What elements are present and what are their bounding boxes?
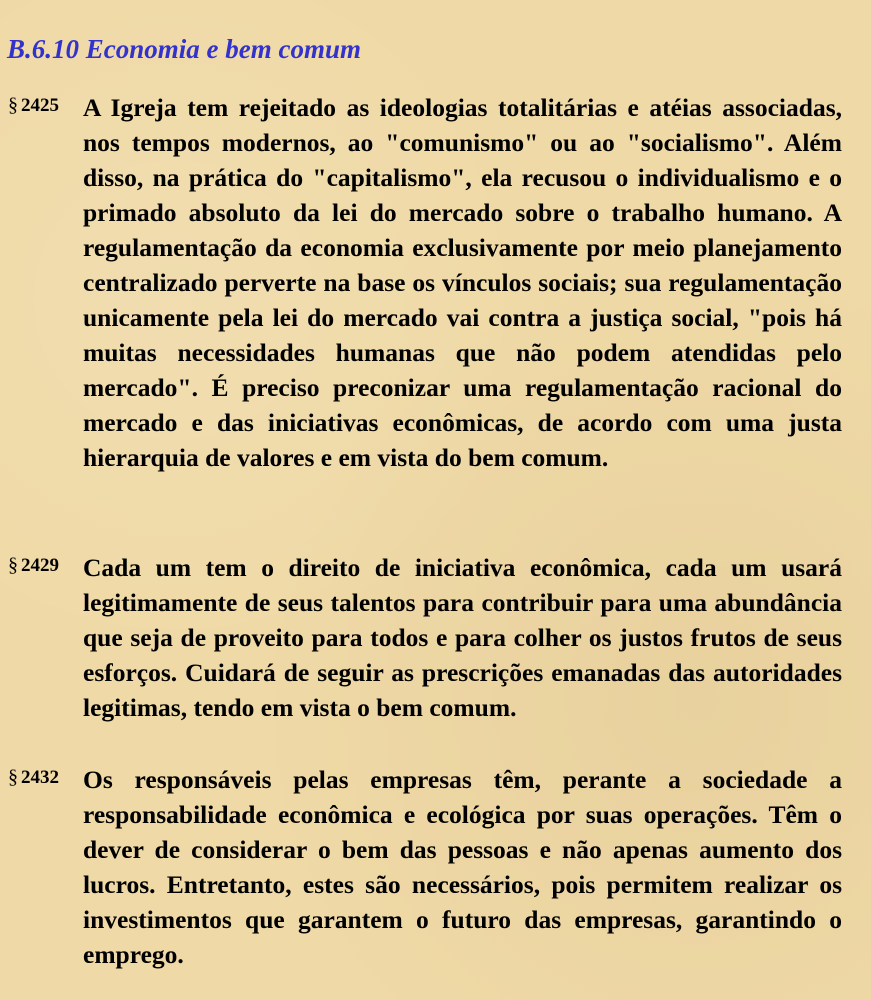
section-title: B.6.10 Economia e bem comum (7, 34, 361, 64)
paragraph-number (8, 93, 59, 118)
section-sign: § (8, 554, 18, 576)
paragraph-text: Os responsáveis pelas empresas têm, perante a sociedade a responsabilidade econômica e ecológica por suas operações. Têm o dever de considerar o bem das pessoas e não apenas aumento dos lucros. Entretanto, estes são necessários, pois permitem realizar os investimentos que garantem o futuro das empresas, garantindo o emprego. (83, 765, 842, 969)
paragraph-number (8, 765, 59, 790)
paragraph-number (8, 553, 59, 578)
paragraph-text: Cada um tem o direito de iniciativa econômica, cada um usará legitimamente de seus talentos para contribuir para uma abundância que seja de proveito para todos e para colher os justos frutos de seus esforços. Cuidará de seguir as prescrições emanadas das autoridades legitimas, tendo em vista o bem comum. (83, 553, 842, 722)
paragraph-number-value: 2425 (21, 95, 59, 116)
section-sign: § (8, 94, 18, 116)
paragraph-text: A Igreja tem rejeitado as ideologias totalitárias e atéias associadas, nos tempos modernos, ao "comunismo" ou ao "socialismo". Além disso, na prática do "capitalismo", ela recusou o individualismo e o primado absoluto da lei do mercado sobre o trabalho humano. A regulamentação da economia exclusivamente por meio planejamento centralizado perverte na base os vínculos sociais; sua regulamentação unicamente pela lei do mercado vai contra a justiça social, "pois há muitas necessidades humanas que não podem atendidas pelo mercado". É preciso preconizar uma regulamentação racional do mercado e das iniciativas econômicas, de acordo com uma justa hierarquia de valores e em vista do bem comum. (83, 93, 842, 472)
paragraph-number-value: 2432 (21, 767, 59, 788)
paragraph-number-value: 2429 (21, 555, 59, 576)
section-sign: § (8, 766, 18, 788)
